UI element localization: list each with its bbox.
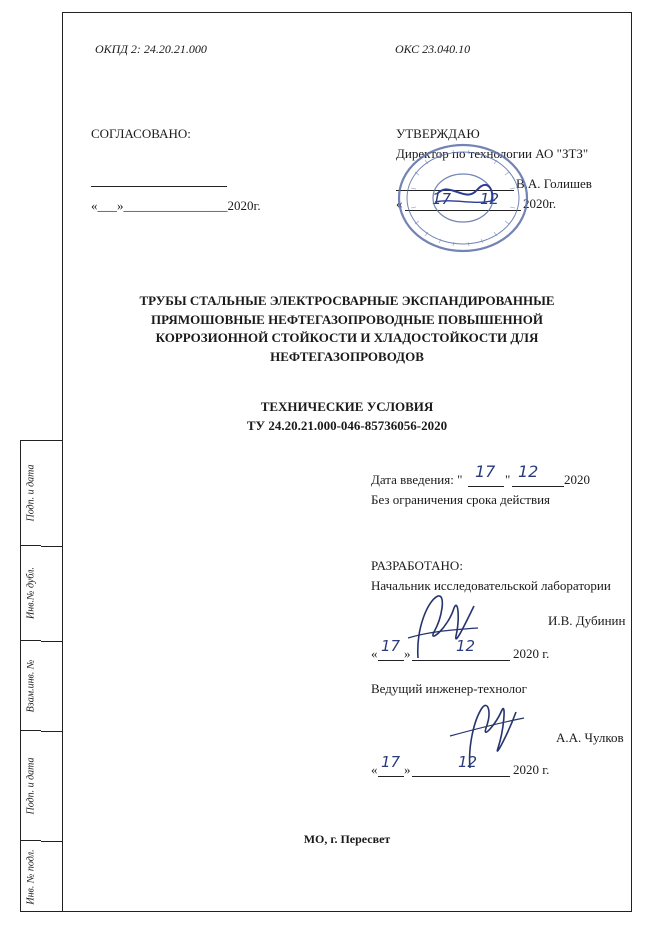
title-line: ПРЯМОШОВНЫЕ НЕФТЕГАЗОПРОВОДНЫЕ ПОВЫШЕННОЙ: [151, 311, 543, 327]
developer2-day-line: [378, 776, 404, 777]
title-line: НЕФТЕГАЗОПРОВОДОВ: [270, 348, 424, 364]
developer1-position: Начальник исследовательской лаборатории: [371, 578, 611, 593]
developer1-day-handwritten: 17: [381, 637, 401, 655]
developer1-month-line: [412, 660, 510, 661]
document-title: [62, 292, 632, 366]
title-line: КОРРОЗИОННОЙ СТОЙКОСТИ И ХЛАДОСТОЙКОСТИ ДЛЯ: [155, 330, 539, 345]
intro-date-label: Дата введения: ": [371, 472, 463, 487]
developer2-month-handwritten: 12: [458, 753, 478, 771]
side-stamp-table: [20, 440, 41, 912]
side-cell: [21, 546, 41, 641]
title-line: ТРУБЫ СТАЛЬНЫЕ ЭЛЕКТРОСВАРНЫЕ ЭКСПАНДИРОВАННЫЕ: [139, 293, 555, 308]
approve-date-suffix: 2020г.: [523, 196, 557, 211]
developer2-position: Ведущий инженер-технолог: [371, 681, 527, 696]
developer2-date-open: «: [371, 762, 378, 777]
side-label: Подп. и дата: [25, 756, 37, 815]
side-cell: [21, 441, 41, 546]
document-subtitle: ТЕХНИЧЕСКИЕ УСЛОВИЯ: [260, 399, 434, 414]
side-cell: [21, 641, 41, 731]
place-of-publication: МО, г. Пересвет: [303, 832, 391, 846]
side-label: Взам.инв. №: [25, 659, 37, 712]
validity: Без ограничения срока действия: [371, 492, 551, 507]
developer2-year: 2020 г.: [513, 762, 550, 777]
approve-name: В.А. Голишев: [516, 176, 592, 191]
company-seal-icon: [395, 142, 531, 254]
developer1-day-line: [378, 660, 404, 661]
developer2-date-close: »: [404, 762, 411, 777]
developer1-date-close: »: [404, 646, 411, 661]
developer1-name: И.В. Дубинин: [548, 613, 626, 628]
agreed-signature-line: [91, 186, 227, 187]
developer1-date-open: «: [371, 646, 378, 661]
developer2-day-handwritten: 17: [381, 753, 401, 771]
developer2-name: А.А. Чулков: [556, 730, 624, 745]
side-blank-column: [41, 440, 62, 912]
agreed-date: «___»________________2020г.: [91, 198, 261, 213]
agreed-label: СОГЛАСОВАНО:: [91, 126, 191, 141]
developed-label: РАЗРАБОТАНО:: [371, 558, 463, 573]
intro-quote: ": [505, 472, 511, 487]
document-code: ТУ 24.20.21.000-046-85736056-2020: [246, 418, 448, 433]
approve-day-handwritten: 17: [432, 190, 452, 208]
intro-month-line: [512, 486, 564, 487]
approve-label: УТВЕРЖДАЮ: [396, 126, 480, 141]
approve-position: Директор по технологии АО "ЗТЗ": [396, 146, 589, 161]
side-cell: [21, 731, 41, 841]
side-label: Инв.№ дубл.: [25, 567, 37, 619]
approve-month-handwritten: 12: [480, 190, 500, 208]
developer2-month-line: [412, 776, 510, 777]
oks-code: ОКС 23.040.10: [395, 42, 471, 56]
side-cell: [21, 841, 41, 913]
okpd-code: ОКПД 2: 24.20.21.000: [95, 42, 207, 56]
developer1-year: 2020 г.: [513, 646, 550, 661]
side-label: Подп. и дата: [25, 464, 37, 522]
intro-day-handwritten: 17: [475, 462, 496, 481]
intro-month-handwritten: 12: [518, 462, 539, 481]
side-label: Инв. № подл.: [25, 849, 37, 905]
developer1-month-handwritten: 12: [456, 637, 476, 655]
intro-day-line: [468, 486, 504, 487]
intro-year: 2020: [564, 472, 590, 487]
approve-date-open: «: [396, 196, 403, 211]
